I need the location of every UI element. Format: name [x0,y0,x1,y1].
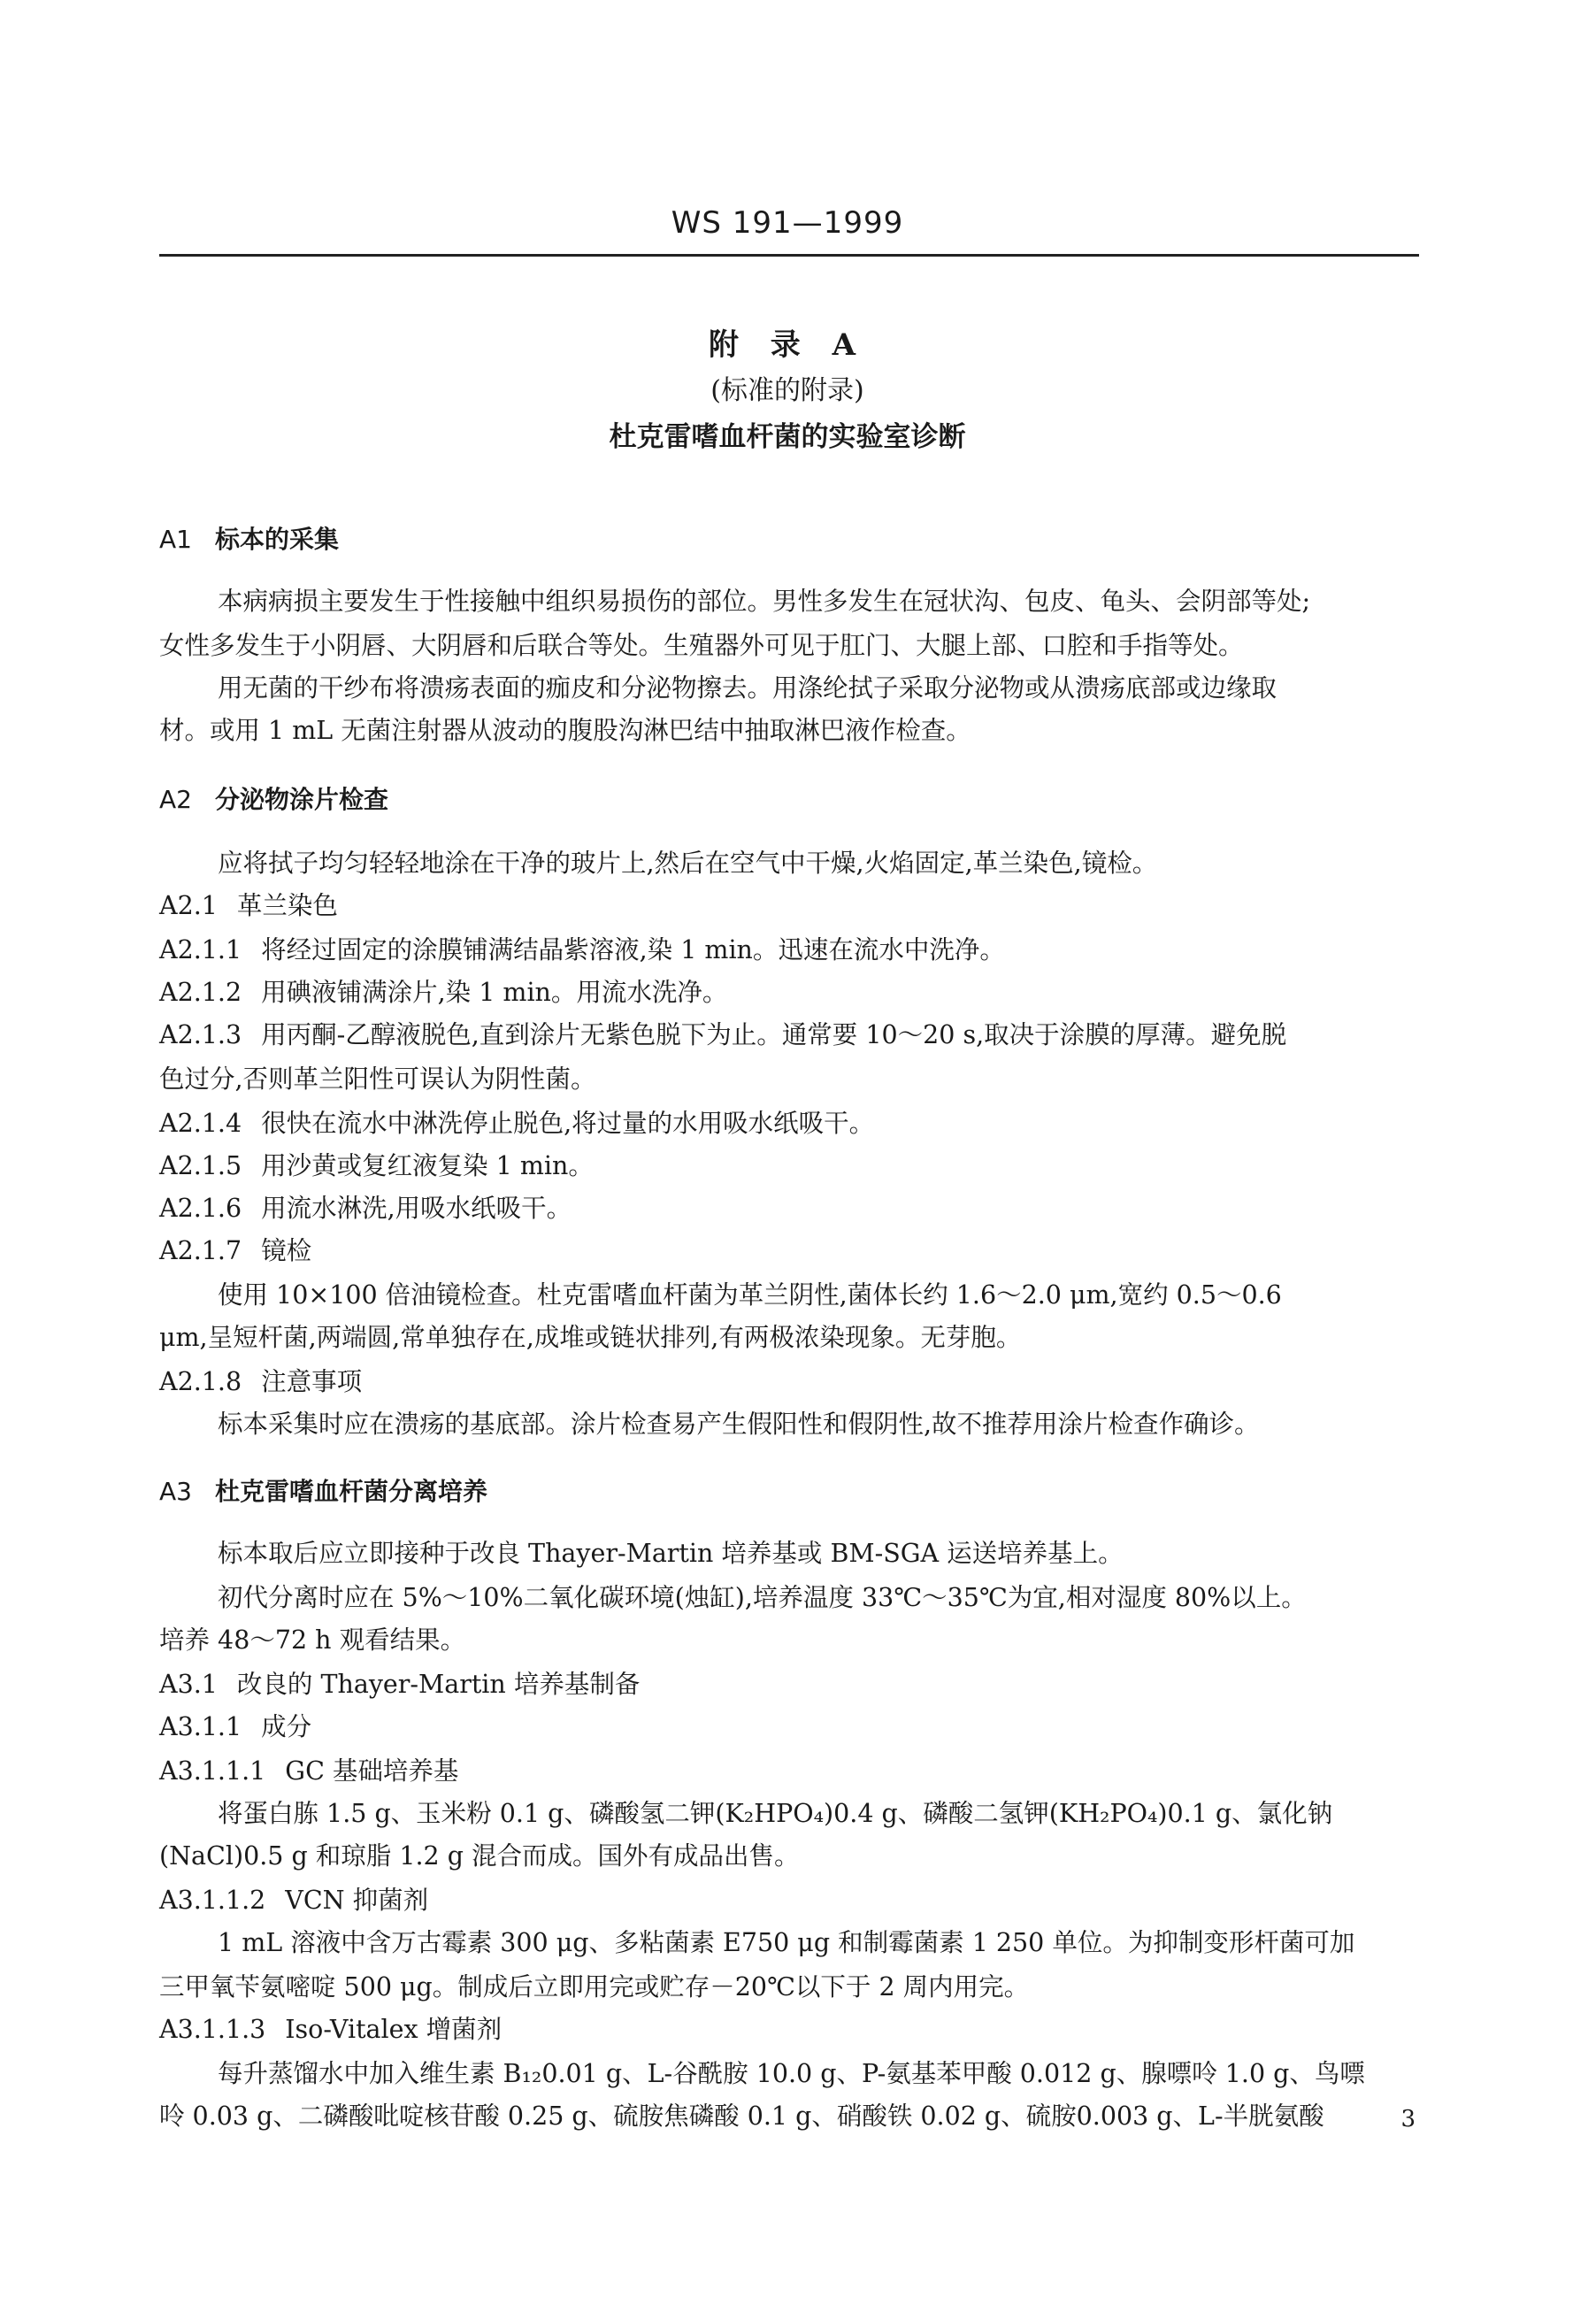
clause-a2-1 [159,888,1424,924]
clause-text: 将经过固定的涂膜铺满结晶紫溶液,染 1 min。迅速在流水中洗净。 [261,935,1005,964]
section-number: A1 [159,525,192,554]
clause-a2-1-8 [159,1364,1424,1400]
paragraph-line: 色过分,否则革兰阳性可误认为阴性菌。 [159,1064,596,1094]
section-number: A2 [159,785,192,814]
clause-a2-1-6 [159,1191,1424,1226]
paragraph-line: 本病病损主要发生于性接触中组织易损伤的部位。男性多发生在冠状沟、包皮、龟头、会阴部等处; [218,587,1311,616]
clause-number: A2.1.3 [159,1020,242,1049]
clause-text: 用流水淋洗,用吸水纸吸干。 [261,1194,572,1223]
clause-a3-1-1-1 [159,1754,1424,1789]
section-heading-a1 [159,522,1424,557]
clause-text: VCN 抑菌剂 [285,1886,429,1915]
paragraph-line: 呤 0.03 g、二磷酸吡啶核苷酸 0.25 g、硫胺焦磷酸 0.1 g、硝酸铁 0.02 g、硫胺0.003 g、L-半胱氨酸 [159,2101,1324,2131]
clause-text: 镜检 [261,1236,312,1265]
section-number: A3 [159,1477,192,1506]
clause-text: 注意事项 [261,1367,363,1396]
standard-number: WS 191—1999 [671,205,904,241]
clause-number: A2.1.7 [159,1236,242,1265]
appendix-heading: 杜克雷嗜血杆菌的实验室诊断 [609,421,966,453]
clause-number: A3.1.1 [159,1712,242,1741]
section-title: 分泌物涂片检查 [214,785,388,814]
paragraph-line: 将蛋白胨 1.5 g、玉米粉 0.1 g、磷酸氢二钾(K₂HPO₄)0.4 g、磷酸二氢钾(KH₂PO₄)0.1 g、氯化钠 [218,1799,1333,1828]
appendix-title: 附 录 A [708,327,867,363]
clause-number: A2.1 [159,891,218,920]
paragraph-line: 用无菌的干纱布将溃疡表面的痂皮和分泌物擦去。用涤纶拭子采取分泌物或从溃疡底部或边缘取 [218,673,1278,703]
paragraph-line: μm,呈短杆菌,两端圆,常单独存在,成堆或链状排列,有两极浓染现象。无芽胞。 [159,1323,1022,1352]
clause-text: 革兰染色 [236,891,338,920]
clause-a2-1-3 [159,1018,1424,1053]
paragraph-line: 应将拭子均匀轻轻地涂在干净的玻片上,然后在空气中干燥,火焰固定,革兰染色,镜检。 [218,849,1158,878]
clause-text: 成分 [261,1712,312,1741]
clause-text: GC 基础培养基 [285,1756,459,1786]
clause-a3-1 [159,1667,1424,1702]
clause-number: A3.1.1.1 [159,1756,266,1786]
section-heading-a3 [159,1474,1424,1510]
clause-a2-1-5 [159,1149,1424,1184]
clause-text: 用丙酮-乙醇液脱色,直到涂片无紫色脱下为止。通常要 10～20 s,取决于涂膜的厚薄。避免脱 [261,1020,1287,1049]
clause-number: A2.1.4 [159,1109,242,1138]
paragraph-line: 培养 48～72 h 观看结果。 [159,1625,466,1655]
clause-number: A3.1 [159,1670,218,1699]
paragraph-line: 女性多发生于小阴唇、大阴唇和后联合等处。生殖器外可见于肛门、大腿上部、口腔和手指等处。 [159,631,1244,660]
paragraph-line: 使用 10×100 倍油镜检查。杜克雷嗜血杆菌为革兰阴性,菌体长约 1.6～2.0 μm,宽约 0.5～0.6 [218,1280,1282,1310]
clause-number: A2.1.5 [159,1151,242,1180]
clause-number: A2.1.1 [159,935,242,964]
paragraph-line: 1 mL 溶液中含万古霉素 300 μg、多粘菌素 E750 μg 和制霉菌素 1 250 单位。为抑制变形杆菌可加 [218,1928,1355,1957]
clause-a3-1-1 [159,1710,1424,1745]
paragraph-line: 标本采集时应在溃疡的基底部。涂片检查易产生假阳性和假阴性,故不推荐用涂片检查作确诊。 [218,1410,1260,1439]
clause-a2-1-4 [159,1106,1424,1141]
section-title: 杜克雷嗜血杆菌分离培养 [214,1477,487,1506]
clause-text: Iso-Vitalex 增菌剂 [285,2015,503,2044]
paragraph-line: 初代分离时应在 5%～10%二氧化碳环境(烛缸),培养温度 33℃～35℃为宜,相对湿度 80%以上。 [218,1583,1307,1612]
clause-a3-1-1-2 [159,1883,1424,1918]
page-number: 3 [1400,2106,1416,2132]
section-title: 标本的采集 [214,525,339,554]
clause-text: 很快在流水中淋洗停止脱色,将过量的水用吸水纸吸干。 [261,1109,875,1138]
clause-number: A3.1.1.3 [159,2015,266,2044]
header-rule [159,254,1419,257]
appendix-note: (标准的附录) [710,375,864,406]
paragraph-line: (NaCl)0.5 g 和琼脂 1.2 g 混合而成。国外有成品出售。 [159,1841,800,1871]
clause-number: A2.1.6 [159,1194,242,1223]
clause-a3-1-1-3 [159,2012,1424,2048]
paragraph-line: 每升蒸馏水中加入维生素 B₁₂0.01 g、L-谷酰胺 10.0 g、P-氨基苯甲酸 0.012 g、腺嘌呤 1.0 g、鸟嘌 [218,2059,1365,2088]
clause-a2-1-2 [159,975,1424,1010]
clause-number: A3.1.1.2 [159,1886,266,1915]
paragraph-line: 材。或用 1 mL 无菌注射器从波动的腹股沟淋巴结中抽取淋巴液作检查。 [159,716,971,745]
clause-a2-1-1 [159,933,1424,968]
paragraph-line: 三甲氧苄氨嘧啶 500 μg。制成后立即用完或贮存－20℃以下于 2 周内用完。 [159,1972,1030,2002]
paragraph-line: 标本取后应立即接种于改良 Thayer-Martin 培养基或 BM-SGA 运送培养基上。 [218,1539,1124,1568]
clause-number: A2.1.2 [159,978,242,1007]
clause-a2-1-7 [159,1233,1424,1269]
section-heading-a2 [159,782,1424,818]
clause-text: 用碘液铺满涂片,染 1 min。用流水洗净。 [261,978,728,1007]
clause-text: 改良的 Thayer-Martin 培养基制备 [236,1670,641,1699]
clause-number: A2.1.8 [159,1367,242,1396]
clause-text: 用沙黄或复红液复染 1 min。 [261,1151,594,1180]
